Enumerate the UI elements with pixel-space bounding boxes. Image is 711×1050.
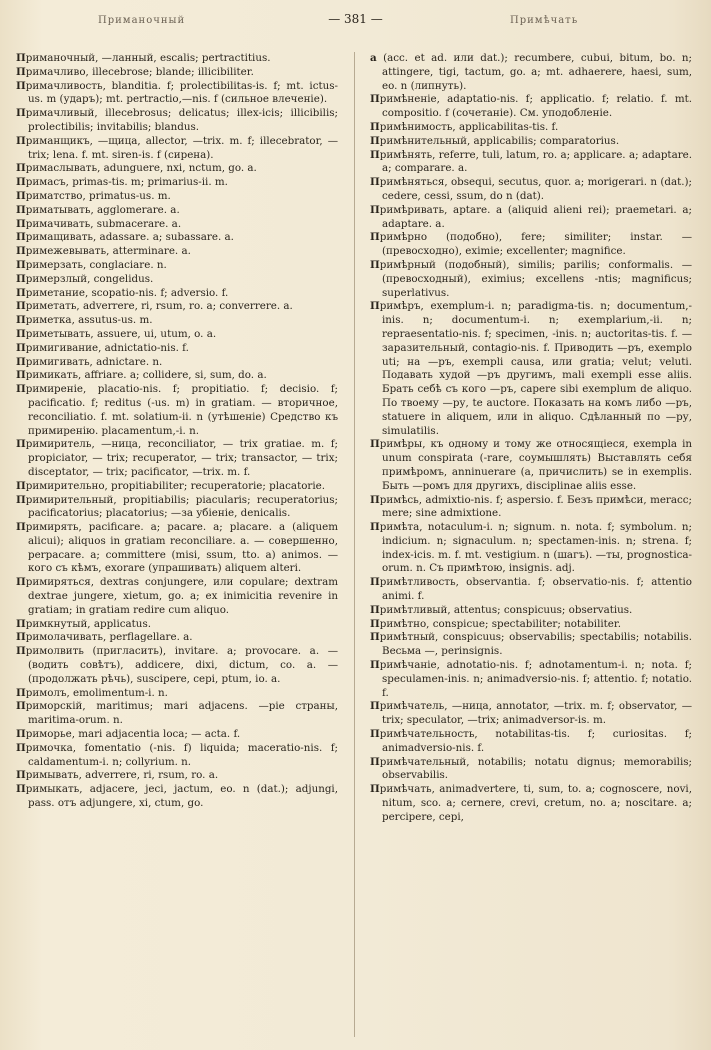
dictionary-entry: Примѣчательный, notabilis; notatu dignus; memorabilis; observabilis. [370,755,692,782]
dictionary-entry: Примѣчать, animadvertere, ti, sum, to. a; cognoscere, novi, nitum, sco. a; cernere, crevi, cretum, no. a; noscitare. a; percipere, cepi, [370,783,692,823]
dictionary-entry: Приманочный, —ланный, escalis; pertractitius. [16,52,271,64]
dictionary-entry: Примѣнительный, applicabilis; comparatorius. [370,134,620,147]
dictionary-entry: Примирительный, propitiabilis; piacularis; recuperatorius; pacificatorius; placatorius; —за убіеніе, denicalis. [16,493,338,520]
dictionary-entry: Примѣтно, conspicue; spectabiliter; notabiliter. [370,617,621,630]
page-number: — 381 — [328,12,383,26]
dictionary-entry: Примерзать, conglaciare. n. [16,258,167,271]
dictionary-entry: Приметывать, assuere, ui, utum, o. a. [16,327,217,340]
dictionary-entry: Примирять, pacificare. a; pacare. a; placare. a (aliquem alicui); aliquos in gratiam reconciliare. a. — совершенно, perpacare. a; committere (misi, ssum, tto. a) animos. — кого съ кѣмъ, exorare (упрашивать) aliquem alteri. [16,521,338,575]
dictionary-entry: Примерзлый, congelidus. [16,272,154,285]
dictionary-entry: Примѣривать, aptare. a (aliquid alieni rei); praemetari. a; adaptare. a. [370,203,692,230]
dictionary-entry: Примаслывать, adunguere, nxi, nctum, go. a. [16,162,257,175]
dictionary-entry: Приметание, scopatio-nis. f; adversio. f. [16,286,229,299]
dictionary-entry: Примѣнимость, applicabilitas-tis. f. [370,120,559,133]
dictionary-entry: Примолачивать, perflagellare. a. [16,631,193,644]
dictionary-entry: Примигивать, adnictare. n. [16,355,163,368]
dictionary-entry: Примкнутый, applicatus. [16,617,151,630]
dictionary-entry: Приматство, primatus-us. m. [16,189,171,202]
dictionary-entry: Примигивание, adnictatio-nis. f. [16,341,189,354]
dictionary-entry: Примолъ, emolimentum-i. n. [16,686,168,699]
dictionary-entry: Примѣчаніе, adnotatio-nis. f; adnotamentum-i. n; nota. f; speculamen-inis. n; animadversio-nis. f; attentio. f; notatio. f. [370,659,692,699]
dictionary-entry: Примѣтный, conspicuus; observabilis; spectabilis; notabilis. Весьма —, perinsignis. [370,631,692,658]
dictionary-entry: Примикать, affriare. a; collidere, si, sum, do. a. [16,369,267,382]
dictionary-entry: Примѣчатель, —ница, annotator, —trix. m. f; observator, —trix; speculator, —trix; animadversor-is. m. [370,700,692,727]
dictionary-entry: Примѣчательность, notabilitas-tis. f; curiositas. f; animadversio-nis. f. [370,728,692,754]
dictionary-entry: Примѣсь, admixtio-nis. f; aspersio. f. Безъ примѣси, meracc; mere; sine admixtione. [370,493,692,520]
dictionary-entry: Приметать, adverrere, ri, rsum, ro. a; converrere. a. [16,300,293,313]
dictionary-entry: Примѣняться, obsequi, secutus, quor. a; morigerari. n (dat.); cedere, cessi, ssum, do n (dat). [370,176,692,202]
dictionary-entry: a (acc. et ad. или dat.); recumbere, cubui, bitum, bo. n; attingere, tigi, tactum, go. a; mt. adhaerere, haesi, sum, eo. n (липнуть). [370,52,692,92]
column-divider [354,52,355,1037]
dictionary-entry: Примачивать, submacerare. a. [16,217,182,230]
dictionary-entry: Примолвить (пригласить), invitare. a; provocare. a. — (водить совѣтъ), addicere, dixi, dictum, co. a. — (продолжать рѣчь), suscipere, cepi, ptum, io. a. [16,645,338,685]
dictionary-entry: Приморскій, maritimus; mari adjacens. —ріе страны, maritima-orum. n. [16,700,338,727]
dictionary-entry: Примѣрно (подобно), fere; similiter; instar. — (превосходно), eximie; excellenter; magnifice. [370,231,692,258]
dictionary-entry: Примѣрный (подобный), similis; parilis; conformalis. — (превосходный), eximius; excellens -ntis; magnificus; superlativus. [370,258,692,299]
left-column [16,52,338,1037]
right-column [370,52,692,1037]
dictionary-entry: Примѣта, notaculum-i. n; signum. n. nota. f; symbolum. n; indicium. n; signaculum. n; spectamen-inis. n; strena. f; index-icis. m. f. mt. vestigium. n (шагъ). —ты, prognostica-orum. n. Съ примѣтою, insignis. adj. [370,521,692,575]
dictionary-entry: Приматывать, agglomerare. a. [16,203,180,216]
dictionary-entry: Примѣръ, exemplum-i. n; paradigma-tis. n; documentum,-inis. n; documentum-i. n; exemplarium,-ii. n; repraesentatio-nis. f; specimen, -inis. n; auctoritas-tis. f. — заразительный, contagio-nis. f. Приводить —ръ, exemplo uti; на —ръ, exempli causa, или gratia; velut; veluti. Подавать худой —ръ другимъ, mali exempli esse aliis. Брать себѣ съ кого —ръ, capere sibi exemplum de aliquo. По твоему —ру, te auctore. Показать на комъ либо —ръ, statuere in aliquem, или in aliquo. Сдѣланный по —ру, simulatilis. [370,300,692,437]
dictionary-entry: Примачливый, illecebrosus; delicatus; illex-icis; illicibilis; prolectibilis; invitabilis; blandus. [16,107,338,133]
dictionary-entry: Примѣры, къ одному и тому же относящіеся, exempla in unum conspirata (-rare, соумышлять) Выставлять себя примѣромъ, anninuerare (a, причислить) se in exemplis. Быть —ромъ для другихъ, disciplinae aliis esse. [370,438,692,492]
running-header [0,12,711,34]
dictionary-entry: Примывать, adverrere, ri, rsum, ro. a. [16,769,219,782]
dictionary-entry: Приморье, mari adjacentia loca; — acta. f. [16,728,241,741]
dictionary-entry: Примѣтливость, observantia. f; observatio-nis. f; attentio animi. f. [370,576,692,603]
dictionary-entry: Приметка, assutus-us. m. [16,314,153,327]
dictionary-entry: Примочка, fomentatio (-nis. f) liquida; maceratio-nis. f; caldamentum-i. n; collyrium. n. [16,741,338,768]
header-right-word: Примѣчать [510,15,579,26]
dictionary-entry: Примащивать, adassare. a; subassare. a. [16,231,234,244]
dictionary-entry: Примежевывать, atterminare. a. [16,245,191,258]
dictionary-entry: Примѣнять, referre, tuli, latum, ro. a; applicare. a; adaptare. a; comparare. a. [370,148,692,175]
dictionary-entry: Примѣненіе, adaptatio-nis. f; applicatio. f; relatio. f. mt. compositio. f (сочетаніе). См. уподобленіе. [370,93,692,120]
dictionary-entry: Примирительно, propitiabiliter; recuperatorie; placatorie. [16,479,325,492]
header-left-word: Приманочный [98,15,186,26]
dictionary-entry: Примѣтливый, attentus; conspicuus; observatius. [370,603,633,616]
text-columns [16,52,696,1037]
dictionary-entry: Примыкать, adjacere, jeci, jactum, eo. n (dat.); adjungi, pass. отъ adjungere, xi, ctum, go. [16,783,338,810]
dictionary-entry: Примиреніе, placatio-nis. f; propitiatio. f; decisio. f; pacificatio. f; reditus (-us. m) in gratiam. — вторичное, reconciliatio. f. mt. solatium-ii. n (утѣшеніе) Средство къ примиренію. placamentum,-i. n. [16,383,338,437]
dictionary-entry: Примачливость, blanditia. f; prolectibilitas-is. f; mt. ictus-us. m (ударъ); mt. pertractio,—nis. f (сильное влеченіе). [16,79,338,106]
dictionary-entry: Примасъ, primas-tis. m; primarius-ii. m. [16,176,228,189]
dictionary-entry: Примиряться, dextras conjungere, или copulare; dextram dextrae jungere, xietum, go. a; ex inimicitia revenire in gratiam; in gratiam redire cum aliquo. [16,576,338,616]
dictionary-entry: Примиритель, —ница, reconciliator, — trix gratiae. m. f; propiciator, — trix; recuperator, — trix; transactor, — trix; disceptator, — trix; pacificator, —trix. m. f. [16,438,338,478]
dictionary-entry: Приманщикъ, —щица, allector, —trix. m. f; illecebrator, — trix; lena. f. mt. siren-is. f (сирена). [16,134,338,161]
dictionary-entry: Примачливо, illecebrose; blande; illicibiliter. [16,65,254,78]
